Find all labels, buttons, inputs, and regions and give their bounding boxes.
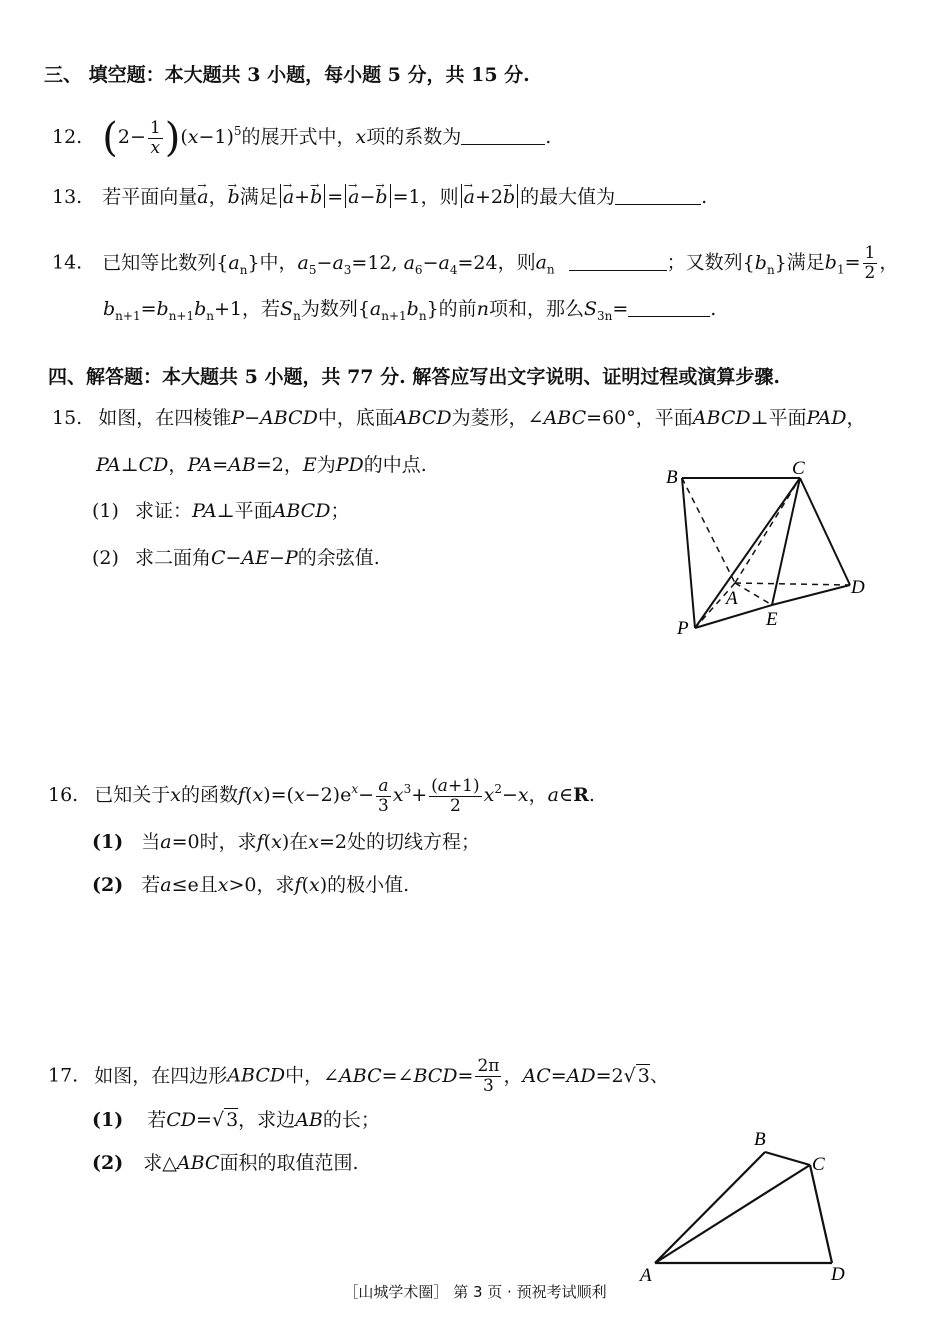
- q13-text2: 满足: [239, 186, 278, 208]
- q15-text: 平面: [768, 407, 807, 429]
- q17-p1-text: 若: [147, 1109, 167, 1131]
- question-17: 17. 如图，在四边形ABCD中，∠ABC=∠BCD= $\frac{2\pi}{3}$ ，AC=AD=2√ 3、: [48, 1056, 669, 1096]
- label-C: C: [812, 1154, 825, 1175]
- q13-end: .: [701, 186, 708, 208]
- q12-var: x: [355, 126, 367, 148]
- q16-text: 的函数: [181, 784, 239, 806]
- question-16-part1: (1) 当a=0时，求f(x)在x=2处的切线方程；: [92, 831, 480, 853]
- q14-text: ；又数列: [666, 251, 743, 274]
- question-15-part1: (1) 求证：PA⊥平面ABCD；: [92, 500, 350, 522]
- q17-p2-text: 面积的取值范围.: [219, 1152, 359, 1174]
- q14-text: 则: [516, 251, 536, 274]
- label-D: D: [851, 577, 865, 598]
- question-number: 16.: [48, 784, 79, 806]
- q16-p1-text: 当: [141, 831, 161, 853]
- question-12: [52, 115, 552, 161]
- question-15-part2: (2) 求二面角C−AE−P的余弦值.: [92, 547, 380, 569]
- question-16-part2: (2) 若a≤e且x>0，求f(x)的极小值.: [92, 874, 410, 896]
- q14-text: 已知等比数列: [102, 251, 217, 274]
- answer-blank[interactable]: [628, 298, 710, 317]
- label-P: P: [677, 618, 689, 639]
- q16-p1-text: 在: [289, 831, 309, 853]
- q16-p2-text: 且: [198, 874, 218, 896]
- q14-end: .: [710, 298, 717, 320]
- q14-text: ，若: [242, 298, 281, 320]
- q16-p2-text: 的极小值.: [327, 874, 410, 896]
- question-number: 13.: [52, 186, 83, 208]
- q14-recurrence: $b_{n+1}=b_{n+1}b_n+1$: [103, 298, 243, 323]
- q15-text: 如图，在四棱锥: [98, 407, 232, 429]
- label-E: E: [766, 609, 778, 630]
- q14-text: 中，: [259, 251, 298, 274]
- q17-p2-text: 求: [143, 1152, 163, 1174]
- question-number: 14.: [52, 251, 83, 274]
- q12-expression: (2− $\frac{1}{x}$ )$(x-1)^5$: [102, 115, 242, 161]
- label-D: D: [831, 1264, 845, 1285]
- q15-text: 中，底面: [317, 407, 394, 429]
- q13-text3: ，则: [420, 186, 459, 208]
- q16-p2-text: 若: [141, 874, 161, 896]
- q15-p1-text2: 平面: [234, 500, 273, 522]
- q17-condition: ∠ABC=∠BCD= $\frac{2\pi}{3}$ ，AC=AD=2√ 3: [323, 1056, 650, 1096]
- q13-condition: → a+→ b =→ a−→ b =1: [278, 186, 421, 208]
- q15-text: 为: [316, 454, 336, 476]
- question-17-part1: (1) 若CD=√ 3，求边AB的长；: [92, 1109, 380, 1131]
- q15-text: 的中点.: [363, 454, 427, 476]
- q16-p1-text: 时，求: [199, 831, 257, 853]
- q16-p1-text: 处的切线方程；: [346, 831, 480, 853]
- label-B: B: [754, 1129, 766, 1150]
- question-number: 15.: [52, 407, 83, 429]
- question-14-line2: $b_{n+1}=b_{n+1}b_n+1$，若$S_n$为数列$\{a_{n+1}b_n\}$的前n项和，那么$S_{3n}=$ .: [103, 298, 717, 323]
- q13-text4: 的最大值为: [520, 186, 616, 208]
- question-number: 17.: [48, 1064, 79, 1087]
- pyramid-figure: [660, 450, 880, 640]
- question-15: 15. 如图，在四棱锥P−ABCD中，底面ABCD为菱形，∠ABC=60°，平面ABCD⊥平面PAD，: [52, 407, 866, 429]
- question-17-part2: (2) 求△ABC面积的取值范围.: [92, 1152, 359, 1174]
- q14-text: 满足: [786, 251, 825, 274]
- q12-text: 的展开式中，: [241, 126, 356, 148]
- q14-text: 项和，那么: [488, 298, 584, 320]
- q17-text: 中，: [285, 1064, 324, 1087]
- q16-function: $f(x)=(x-2)e^x-$ $\frac{a}{3}$ $x^3+$ $\frac{(a+1)}{2}$ $x^2-x$，a∈R: [238, 775, 589, 816]
- q14-condition: $a_5-a_3=12$, $a_6-a_4=24$: [297, 251, 498, 277]
- label-A: A: [726, 588, 738, 609]
- answer-blank[interactable]: [461, 126, 545, 145]
- q13-text1: 若平面向量: [102, 186, 198, 208]
- answer-blank[interactable]: [615, 186, 701, 205]
- part-label: (2): [92, 874, 124, 896]
- page-footer: ［山城学术圈］ 第 3 页 · 预祝考试顺利: [343, 1283, 607, 1301]
- question-15-line2: PA⊥CD，PA=AB=2，E为PD的中点.: [96, 454, 427, 476]
- q13-target: → a+2→ b: [459, 186, 521, 208]
- q14-text: 为数列: [300, 298, 358, 320]
- q15-p1-text: 求证：: [134, 500, 192, 522]
- label-B: B: [666, 467, 678, 488]
- answer-blank[interactable]: [569, 252, 667, 271]
- q16-p2-text: ，求: [256, 874, 295, 896]
- q17-p1-text: ，求边: [238, 1109, 296, 1131]
- q15-text: ，: [168, 454, 188, 476]
- question-number: 12.: [52, 126, 83, 148]
- q12-end: .: [545, 126, 552, 148]
- section-4-header: 四、解答题：本大题共 5 小题，共 77 分. 解答应写出文字说明、证明过程或演算步骤.: [48, 366, 780, 388]
- part-label: (2): [92, 1152, 124, 1174]
- section-3-header: 三、 填空题：本大题共 3 小题，每小题 5 分，共 15 分.: [44, 64, 530, 86]
- label-C: C: [792, 458, 805, 479]
- q16-text: 已知关于: [94, 784, 171, 806]
- q15-p2-text: 求二面角: [134, 547, 211, 569]
- q17-p1-text: 的长；: [322, 1109, 380, 1131]
- question-14: 14. 已知等比数列$\{a_n\}$中，$a_5-a_3=12$, $a_6-a_4=24$，则$a_n$ ；又数列$\{b_n\}$满足$b_1=$ $\frac{1}{2}$ ，: [52, 243, 899, 283]
- q14-text: 的前: [438, 298, 477, 320]
- quadrilateral-figure: [635, 1125, 870, 1285]
- question-16: 16. 已知关于x的函数$f(x)=(x-2)e^x-$ $\frac{a}{3}$ $x^3+$ $\frac{(a+1)}{2}$ $x^2-x$，a∈R.: [48, 775, 595, 816]
- part-label: (1): [92, 500, 119, 522]
- part-label: (2): [92, 547, 119, 569]
- question-13: 13. 若平面向量→ a，→ b满足→ a+→ b =→ a−→ b =1，则→ a+2→ b 的最大值为 .: [52, 184, 707, 210]
- part-label: (1): [92, 1109, 124, 1131]
- q17-text: 如图，在四边形: [94, 1064, 228, 1087]
- q15-text: ，平面: [635, 407, 693, 429]
- q12-text2: 项的系数为: [366, 126, 462, 148]
- label-A: A: [640, 1265, 652, 1285]
- q15-text: ，: [283, 454, 303, 476]
- part-label: (1): [92, 831, 124, 853]
- q15-text: 为菱形，: [451, 407, 528, 429]
- q15-p2-text2: 的余弦值.: [297, 547, 380, 569]
